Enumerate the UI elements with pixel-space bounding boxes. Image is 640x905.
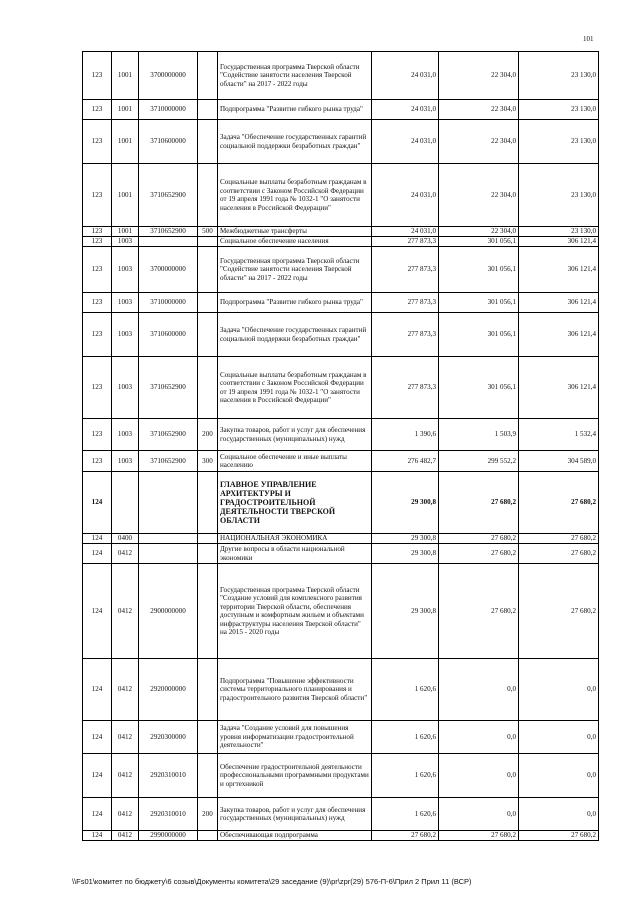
section-code-cell: 1003 — [112, 293, 139, 313]
amount-year-3-cell: 23 130,0 — [519, 52, 599, 100]
item-name-cell: Социальное обеспечение и иные выплаты населению — [218, 451, 372, 472]
target-article-cell: 3700000000 — [139, 247, 198, 293]
expense-type-cell — [198, 544, 218, 564]
section-code-cell: 0412 — [112, 798, 139, 831]
admin-code-cell: 124 — [83, 721, 112, 754]
table-row — [83, 247, 599, 293]
amount-year-1-cell: 276 482,7 — [372, 451, 439, 472]
amount-year-3-cell: 306 121,4 — [519, 293, 599, 313]
admin-code-cell: 123 — [83, 52, 112, 100]
item-name-cell: Межбюджетные трансферты — [218, 227, 372, 237]
expense-type-cell: 200 — [198, 419, 218, 451]
item-name-cell: ГЛАВНОЕ УПРАВЛЕНИЕ АРХИТЕКТУРЫ И ГРАДОСТРОИТЕЛЬНОЙ ДЕЯТЕЛЬНОСТИ ТВЕРСКОЙ ОБЛАСТИ — [218, 472, 372, 534]
admin-code-cell: 123 — [83, 451, 112, 472]
target-article-cell: 2990000000 — [139, 831, 198, 841]
section-code-cell: 1001 — [112, 227, 139, 237]
amount-year-3-cell: 304 589,0 — [519, 451, 599, 472]
target-article-cell: 3710600000 — [139, 120, 198, 164]
amount-year-1-cell: 1 620,6 — [372, 721, 439, 754]
section-code-cell: 0412 — [112, 544, 139, 564]
item-name-cell: Подпрограмма "Развитие гибкого рынка труда" — [218, 293, 372, 313]
amount-year-2-cell: 0,0 — [439, 798, 519, 831]
amount-year-3-cell: 0,0 — [519, 659, 599, 721]
admin-code-cell: 123 — [83, 247, 112, 293]
amount-year-2-cell: 22 304,0 — [439, 52, 519, 100]
budget-table — [82, 51, 599, 841]
target-article-cell — [139, 472, 198, 534]
item-name-cell: Социальные выплаты безработным гражданам в соответствии с Законом Российской Федерации от 19 апреля 1991 года № 1032-1 "О занятости населения в Российской Федерации" — [218, 357, 372, 419]
section-code-cell: 1003 — [112, 357, 139, 419]
table-row — [83, 52, 599, 100]
amount-year-2-cell: 22 304,0 — [439, 100, 519, 120]
item-name-cell: Задача "Обеспечение государственных гарантий социальной поддержки безработных граждан" — [218, 313, 372, 357]
admin-code-cell: 123 — [83, 237, 112, 247]
expense-type-cell — [198, 831, 218, 841]
section-code-cell: 1003 — [112, 247, 139, 293]
section-code-cell: 1003 — [112, 419, 139, 451]
expense-type-cell — [198, 247, 218, 293]
amount-year-1-cell: 277 873,3 — [372, 313, 439, 357]
item-name-cell: Подпрограмма "Повышение эффективности системы территориального планирования и градостроительного развития Тверской области" — [218, 659, 372, 721]
item-name-cell: Социальное обеспечение населения — [218, 237, 372, 247]
amount-year-3-cell: 306 121,4 — [519, 247, 599, 293]
amount-year-3-cell: 306 121,4 — [519, 357, 599, 419]
amount-year-2-cell: 0,0 — [439, 659, 519, 721]
amount-year-2-cell: 301 056,1 — [439, 293, 519, 313]
item-name-cell: Государственная программа Тверской области "Создание условий для комплексного развития территории Тверской области, обеспечения доступным и комфортным жильем и объектами инфраструктуры населения Тверской области" на 2015 - 2020 годы — [218, 564, 372, 659]
table-row — [83, 293, 599, 313]
amount-year-2-cell: 27 680,2 — [439, 564, 519, 659]
target-article-cell — [139, 237, 198, 247]
table-row — [83, 659, 599, 721]
amount-year-2-cell: 22 304,0 — [439, 227, 519, 237]
expense-type-cell — [198, 313, 218, 357]
target-article-cell — [139, 534, 198, 544]
expense-type-cell — [198, 100, 218, 120]
admin-code-cell: 124 — [83, 544, 112, 564]
target-article-cell: 3710652900 — [139, 357, 198, 419]
amount-year-1-cell: 24 031,0 — [372, 227, 439, 237]
expense-type-cell — [198, 472, 218, 534]
amount-year-2-cell: 27 680,2 — [439, 534, 519, 544]
amount-year-2-cell: 301 056,1 — [439, 357, 519, 419]
target-article-cell: 3710600000 — [139, 313, 198, 357]
target-article-cell: 2920000000 — [139, 659, 198, 721]
amount-year-2-cell: 301 056,1 — [439, 237, 519, 247]
table-row — [83, 721, 599, 754]
amount-year-1-cell: 29 300,8 — [372, 472, 439, 534]
section-code-cell: 1001 — [112, 100, 139, 120]
section-code-cell: 1003 — [112, 313, 139, 357]
expense-type-cell — [198, 754, 218, 798]
expense-type-cell — [198, 357, 218, 419]
target-article-cell: 2900000000 — [139, 564, 198, 659]
amount-year-1-cell: 1 620,6 — [372, 798, 439, 831]
admin-code-cell: 123 — [83, 227, 112, 237]
admin-code-cell: 123 — [83, 313, 112, 357]
table-row — [83, 313, 599, 357]
amount-year-3-cell: 27 680,2 — [519, 564, 599, 659]
amount-year-3-cell: 0,0 — [519, 798, 599, 831]
expense-type-cell: 300 — [198, 451, 218, 472]
amount-year-1-cell: 29 300,8 — [372, 534, 439, 544]
amount-year-2-cell: 301 056,1 — [439, 313, 519, 357]
amount-year-2-cell: 1 503,9 — [439, 419, 519, 451]
expense-type-cell: 500 — [198, 227, 218, 237]
table-row — [83, 357, 599, 419]
expense-type-cell — [198, 120, 218, 164]
item-name-cell: Задача "Обеспечение государственных гарантий социальной поддержки безработных граждан" — [218, 120, 372, 164]
amount-year-3-cell: 23 130,0 — [519, 227, 599, 237]
section-code-cell: 1001 — [112, 52, 139, 100]
amount-year-3-cell: 306 121,4 — [519, 237, 599, 247]
target-article-cell: 2920310010 — [139, 754, 198, 798]
target-article-cell: 2920310010 — [139, 798, 198, 831]
item-name-cell: Обеспечивающая подпрограмма — [218, 831, 372, 841]
table-row — [83, 451, 599, 472]
table-row — [83, 120, 599, 164]
target-article-cell: 3710652900 — [139, 164, 198, 227]
target-article-cell: 3710000000 — [139, 100, 198, 120]
amount-year-2-cell: 22 304,0 — [439, 120, 519, 164]
amount-year-2-cell: 22 304,0 — [439, 164, 519, 227]
amount-year-1-cell: 1 390,6 — [372, 419, 439, 451]
amount-year-3-cell: 1 532,4 — [519, 419, 599, 451]
expense-type-cell — [198, 52, 218, 100]
amount-year-1-cell: 24 031,0 — [372, 164, 439, 227]
amount-year-3-cell: 23 130,0 — [519, 120, 599, 164]
footer-file-path: \\Fs01\комитет по бюджету\6 созыв\Документы комитета\29 заседание (9)\pr\zpr(29) 576-П-6\Прил 2 Прил 11 (ВСР) — [72, 877, 472, 886]
item-name-cell: Социальные выплаты безработным гражданам в соответствии с Законом Российской Федерации от 19 апреля 1991 года № 1032-1 "О занятости населения в Российской Федерации" — [218, 164, 372, 227]
item-name-cell: Государственная программа Тверской области "Содействие занятости населения Тверской области" на 2017 - 2022 годы — [218, 247, 372, 293]
section-code-cell: 1001 — [112, 164, 139, 227]
amount-year-1-cell: 277 873,3 — [372, 247, 439, 293]
admin-code-cell: 123 — [83, 164, 112, 227]
amount-year-2-cell: 301 056,1 — [439, 247, 519, 293]
amount-year-3-cell: 23 130,0 — [519, 164, 599, 227]
admin-code-cell: 123 — [83, 293, 112, 313]
page-number: 101 — [583, 35, 594, 43]
item-name-cell: НАЦИОНАЛЬНАЯ ЭКОНОМИКА — [218, 534, 372, 544]
section-code-cell: 0412 — [112, 564, 139, 659]
section-code-cell: 0412 — [112, 754, 139, 798]
item-name-cell: Подпрограмма "Развитие гибкого рынка труда" — [218, 100, 372, 120]
amount-year-1-cell: 1 620,6 — [372, 659, 439, 721]
section-code-cell: 0412 — [112, 659, 139, 721]
section-code-cell: 1001 — [112, 120, 139, 164]
amount-year-1-cell: 277 873,3 — [372, 357, 439, 419]
amount-year-3-cell: 27 680,2 — [519, 831, 599, 841]
expense-type-cell: 200 — [198, 798, 218, 831]
amount-year-2-cell: 0,0 — [439, 721, 519, 754]
amount-year-2-cell: 299 552,2 — [439, 451, 519, 472]
table-row — [83, 534, 599, 544]
amount-year-1-cell: 27 680,2 — [372, 831, 439, 841]
amount-year-3-cell: 23 130,0 — [519, 100, 599, 120]
admin-code-cell: 124 — [83, 831, 112, 841]
admin-code-cell: 123 — [83, 419, 112, 451]
table-row — [83, 237, 599, 247]
item-name-cell: Закупка товаров, работ и услуг для обеспечения государственных (муниципальных) нужд — [218, 419, 372, 451]
amount-year-3-cell: 0,0 — [519, 721, 599, 754]
amount-year-2-cell: 27 680,2 — [439, 831, 519, 841]
expense-type-cell — [198, 164, 218, 227]
item-name-cell: Обеспечение градостроительной деятельности профессиональными программными продуктами и оргтехникой — [218, 754, 372, 798]
admin-code-cell: 123 — [83, 100, 112, 120]
table-row — [83, 100, 599, 120]
admin-code-cell: 124 — [83, 534, 112, 544]
admin-code-cell: 124 — [83, 798, 112, 831]
amount-year-1-cell: 29 300,8 — [372, 544, 439, 564]
admin-code-cell: 124 — [83, 564, 112, 659]
table-row — [83, 798, 599, 831]
table-row — [83, 164, 599, 227]
table-row — [83, 419, 599, 451]
table-row — [83, 831, 599, 841]
section-code-cell: 1003 — [112, 237, 139, 247]
section-code-cell: 0400 — [112, 534, 139, 544]
amount-year-1-cell: 24 031,0 — [372, 120, 439, 164]
admin-code-cell: 123 — [83, 357, 112, 419]
expense-type-cell — [198, 293, 218, 313]
table-row — [83, 544, 599, 564]
amount-year-1-cell: 24 031,0 — [372, 52, 439, 100]
target-article-cell: 3710652900 — [139, 227, 198, 237]
budget-table-body — [83, 52, 599, 841]
amount-year-2-cell: 27 680,2 — [439, 472, 519, 534]
target-article-cell: 3710652900 — [139, 419, 198, 451]
amount-year-3-cell: 306 121,4 — [519, 313, 599, 357]
table-row — [83, 754, 599, 798]
target-article-cell: 3700000000 — [139, 52, 198, 100]
expense-type-cell — [198, 659, 218, 721]
admin-code-cell: 124 — [83, 472, 112, 534]
item-name-cell: Другие вопросы в области национальной экономики — [218, 544, 372, 564]
admin-code-cell: 124 — [83, 754, 112, 798]
admin-code-cell: 124 — [83, 659, 112, 721]
table-row — [83, 564, 599, 659]
expense-type-cell — [198, 721, 218, 754]
target-article-cell: 2920300000 — [139, 721, 198, 754]
item-name-cell: Государственная программа Тверской области "Содействие занятости населения Тверской области" на 2017 - 2022 годы — [218, 52, 372, 100]
expense-type-cell — [198, 534, 218, 544]
amount-year-2-cell: 0,0 — [439, 754, 519, 798]
table-row — [83, 472, 599, 534]
amount-year-1-cell: 1 620,6 — [372, 754, 439, 798]
target-article-cell — [139, 544, 198, 564]
table-row — [83, 227, 599, 237]
amount-year-1-cell: 277 873,3 — [372, 237, 439, 247]
admin-code-cell: 123 — [83, 120, 112, 164]
amount-year-1-cell: 24 031,0 — [372, 100, 439, 120]
amount-year-3-cell: 27 680,2 — [519, 534, 599, 544]
section-code-cell: 0412 — [112, 831, 139, 841]
amount-year-2-cell: 27 680,2 — [439, 544, 519, 564]
expense-type-cell — [198, 564, 218, 659]
amount-year-3-cell: 0,0 — [519, 754, 599, 798]
expense-type-cell — [198, 237, 218, 247]
target-article-cell: 3710000000 — [139, 293, 198, 313]
section-code-cell — [112, 472, 139, 534]
target-article-cell: 3710652900 — [139, 451, 198, 472]
amount-year-3-cell: 27 680,2 — [519, 472, 599, 534]
amount-year-3-cell: 27 680,2 — [519, 544, 599, 564]
section-code-cell: 1003 — [112, 451, 139, 472]
item-name-cell: Закупка товаров, работ и услуг для обеспечения государственных (муниципальных) нужд — [218, 798, 372, 831]
amount-year-1-cell: 277 873,3 — [372, 293, 439, 313]
amount-year-1-cell: 29 300,8 — [372, 564, 439, 659]
item-name-cell: Задача "Создание условий для повышения уровня информатизации градостроительной деятельности" — [218, 721, 372, 754]
section-code-cell: 0412 — [112, 721, 139, 754]
